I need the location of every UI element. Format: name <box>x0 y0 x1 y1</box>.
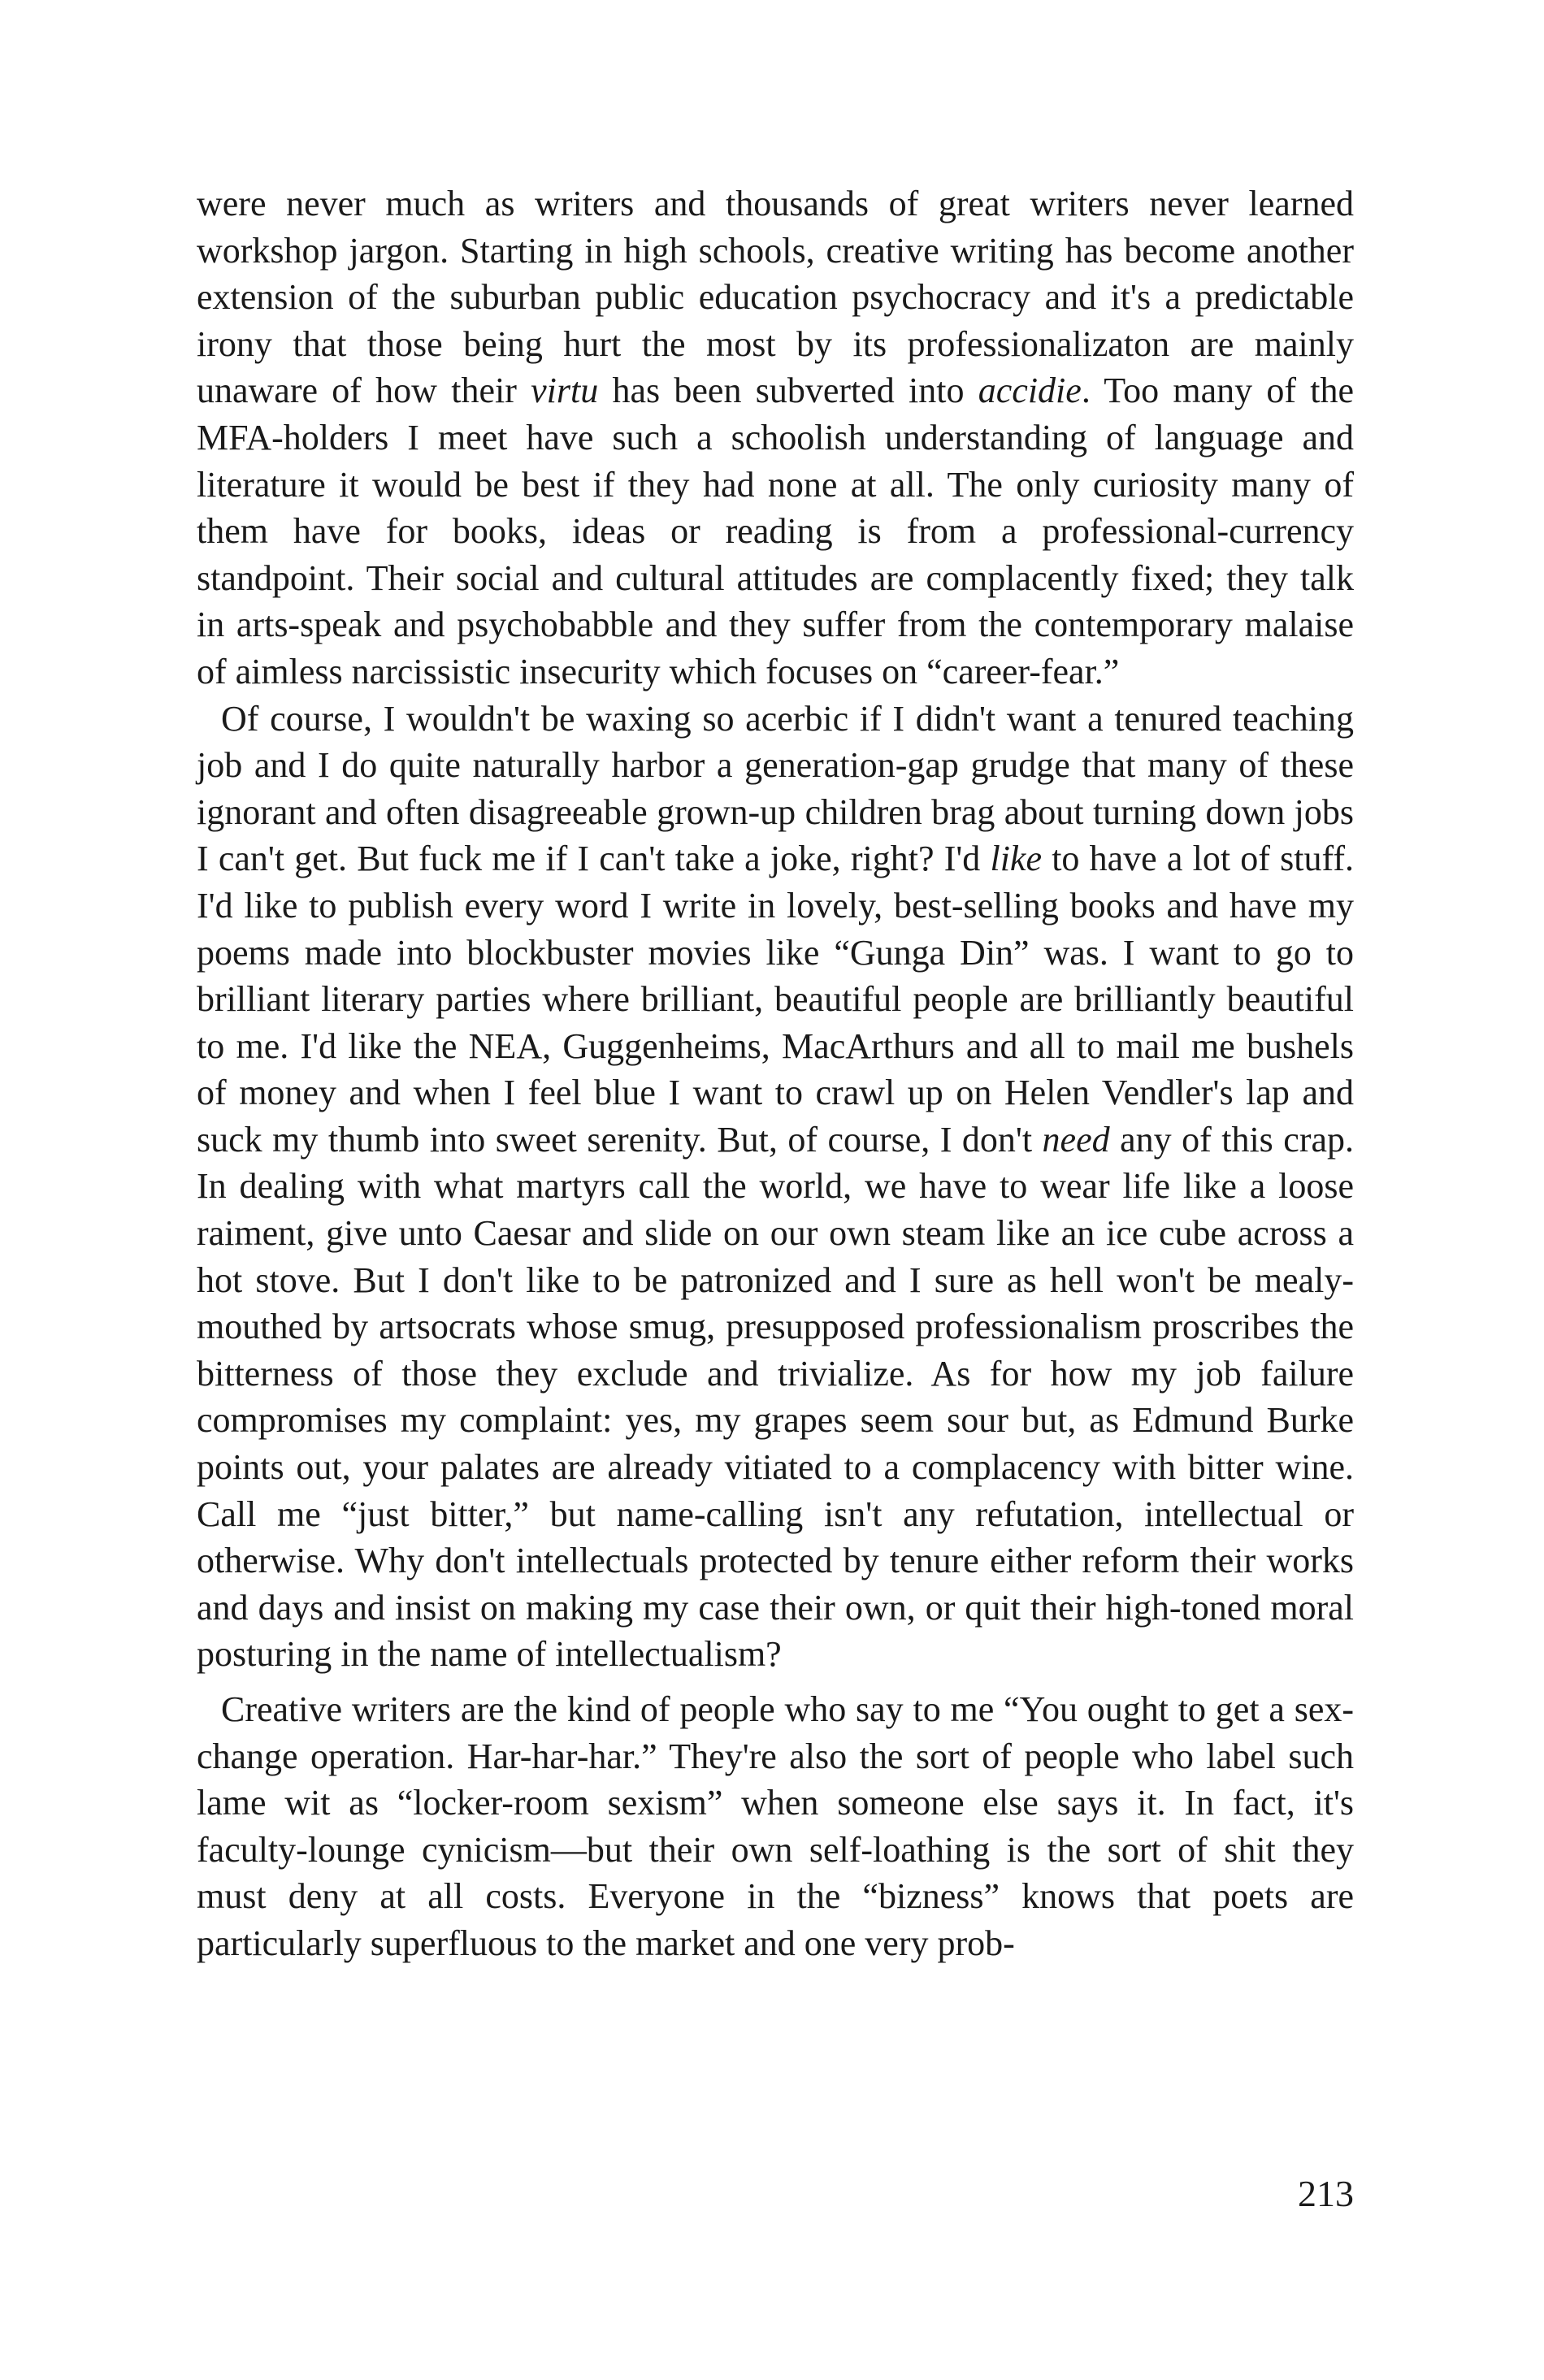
page-number: 213 <box>1298 2173 1354 2214</box>
paragraph-2 <box>197 696 1354 1678</box>
paragraph-1-segment: were never much as writers and thousands of great writers never learned workshop jargon. Starting in high schools, creative writing has become another extension of the suburban public education psychocracy and it's a predictable irony that those being hurt the most by its professionalizaton are mainly unaware of how their <box>197 184 1354 411</box>
body-text <box>197 180 1354 1967</box>
paragraph-3-segment: Creative writers are the kind of people who say to me “You ought to get a sex-change operation. Har-har-har.” They're also the sort of people who label such lame wit as “locker-room sexism” when someone else says it. In fact, it's faculty-lounge cynicism—but their own self-loathing is the sort of shit they must deny at all costs. Everyone in the “bizness” knows that poets are particularly superfluous to the market and one very prob- <box>197 1689 1354 1963</box>
italic-word-like: like <box>990 839 1042 879</box>
paragraph-2-segment: any of this crap. In dealing with what martyrs call the world, we have to wear life like a loose raiment, give unto Caesar and slide on our own steam like an ice cube across a hot stove. But I don't like to be patronized and I sure as hell won't be mealy-mouthed by artsocrats whose smug, presupposed professionalism proscribes the bitterness of those they exclude and trivialize. As for how my job failure compromises my complaint: yes, my grapes seem sour but, as Edmund Burke points out, your palates are already vitiated to a complacency with bitter wine. Call me “just bitter,” but name-calling isn't any refutation, intellectual or otherwise. Why don't intellectuals protected by tenure either reform their works and days and insist on making my case their own, or quit their high-toned moral posturing in the name of intellectualism? <box>197 1119 1354 1675</box>
paragraph-1-segment: has been subverted into <box>598 371 978 411</box>
italic-word-virtu: virtu <box>531 371 599 411</box>
paragraph-2-segment: to have a lot of stuff. I'd like to publish every word I write in lovely, best-selling books and have my poems made into blockbuster movies like “Gunga Din” was. I want to go to brilliant literary parties where brilliant, beautiful people are brilliantly beautiful to me. I'd like the NEA, Guggenheims, MacArthurs and all to mail me bushels of money and when I feel blue I want to crawl up on Helen Vendler's lap and suck my thumb into sweet serenity. But, of course, I don't <box>197 839 1354 1160</box>
paragraph-1-segment: . Too many of the MFA-holders I meet have such a schoolish understanding of language and literature it would be best if they had none at all. The only curiosity many of them have for books, ideas or reading is from a professional-currency standpoint. Their social and cultural attitudes are complacently fixed; they talk in arts-speak and psychobabble and they suffer from the contemporary malaise of aimless narcissistic insecurity which focuses on “career-fear.” <box>197 371 1355 691</box>
paragraph-1 <box>197 180 1354 696</box>
paragraph-2-segment: Of course, I wouldn't be waxing so acerbic if I didn't want a tenured teaching job and I do quite naturally harbor a generation-gap grudge that many of these ignorant and often disagreeable grown-up children brag about turning down jobs I can't get. But fuck me if I can't take a joke, right? I'd <box>197 698 1354 879</box>
italic-word-need: need <box>1042 1119 1110 1160</box>
paragraph-3 <box>197 1686 1354 1967</box>
italic-word-accidie: accidie <box>978 371 1082 411</box>
